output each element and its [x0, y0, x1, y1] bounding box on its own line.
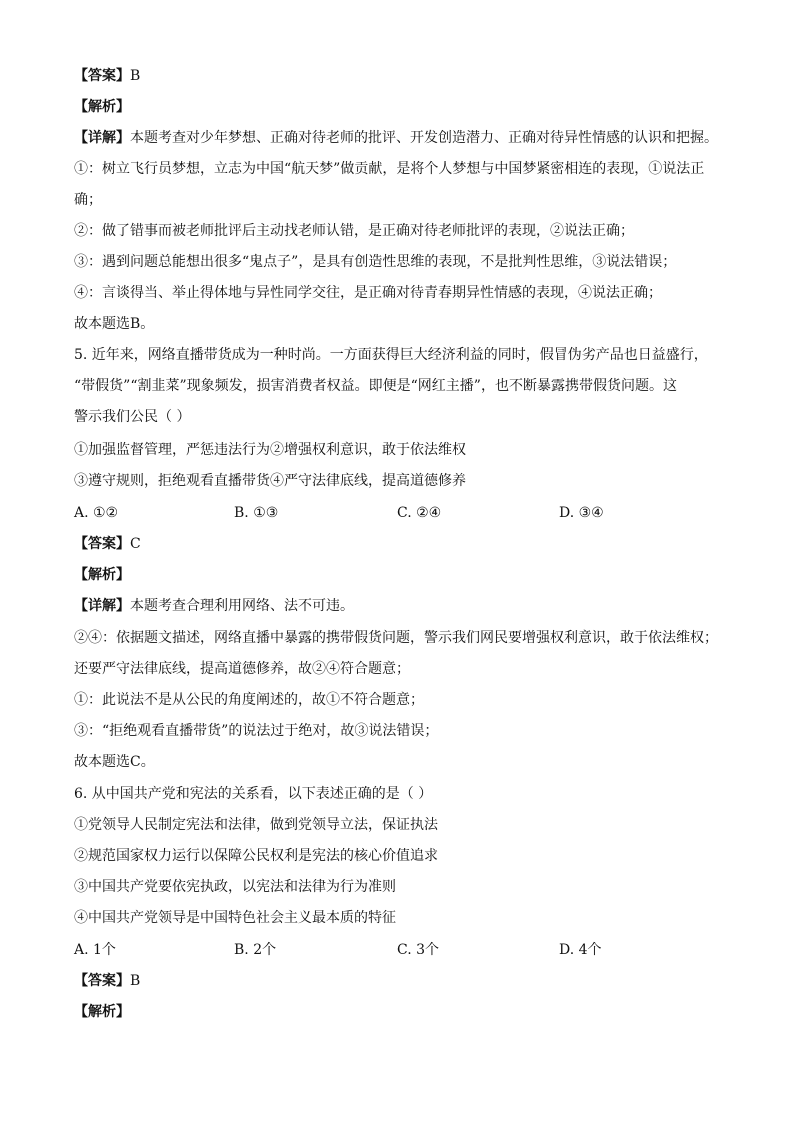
q5-analysis-heading: [74, 565, 734, 585]
q4-analysis-heading: [74, 97, 734, 117]
q6-item: ①党领导人民制定宪法和法律，做到党领导立法，保证执法: [74, 817, 438, 833]
q6-analysis-heading: [74, 1002, 734, 1022]
q6-item: ②规范国家权力运行以保障公民权利是宪法的核心价值追求: [74, 848, 438, 864]
answer-value: B: [130, 68, 141, 84]
q4-line: ④：言谈得当、举止得体地与异性同学交往，是正确对待青春期异性情感的表现，④说法正确；: [74, 285, 662, 301]
answer-value: B: [130, 973, 141, 989]
q5-line: ②④：依据题文描述，网络直播中暴露的携带假货问题，警示我们网民要增强权利意识，敢于依法维权；: [74, 630, 718, 646]
q5-stem: 5. 近年来，网络直播带货成为一种时尚。一方面获得巨大经济利益的同时，假冒伪劣产品也日益盛行，: [74, 347, 708, 363]
q5-line: 故本题选C。: [74, 754, 155, 770]
q6-item: ④中国共产党领导是中国特色社会主义最本质的特征: [74, 910, 396, 926]
detail-text: 本题考查合理利用网络、法不可违。: [130, 598, 354, 614]
q5-option-c: C. ②④: [397, 505, 442, 521]
q5-line: ③：“拒绝观看直播带货”的说法过于绝对，故③说法错误；: [74, 723, 439, 739]
answer-tag: 【答案】: [74, 68, 130, 84]
q6-stem: 6. 从中国共产党和宪法的关系看，以下表述正确的是（ ）: [74, 786, 433, 802]
q5-detail: [74, 596, 734, 616]
q6-item: ③中国共产党要依宪执政，以宪法和法律为行为准则: [74, 879, 396, 895]
q5-option-a: A. ①②: [74, 505, 119, 521]
analysis-tag: 【解析】: [74, 567, 130, 583]
q4-answer: [74, 66, 734, 86]
q4-detail: [74, 128, 734, 148]
answer-value: C: [130, 536, 141, 552]
answer-tag: 【答案】: [74, 973, 130, 989]
q5-option-b: B. ①③: [234, 505, 279, 521]
q5-item: ①加强监督管理，严惩违法行为②增强权利意识，敢于依法维权: [74, 442, 466, 458]
q5-answer: [74, 534, 734, 554]
q4-line: ②：做了错事而被老师批评后主动找老师认错，是正确对待老师批评的表现，②说法正确；: [74, 223, 634, 239]
q5-line: ①：此说法不是从公民的角度阐述的，故①不符合题意；: [74, 692, 424, 708]
q5-line: 还要严守法律底线，提高道德修养，故②④符合题意；: [74, 661, 410, 677]
q5-stem: “带假货”“割韭菜”现象频发，损害消费者权益。即便是“网红主播”，也不断暴露携带假货问题。这: [74, 378, 677, 394]
q5-stem: 警示我们公民（ ）: [74, 409, 191, 425]
q6-option-d: D. 4个: [559, 942, 602, 958]
detail-tag: 【详解】: [74, 598, 130, 614]
q4-line: ③：遇到问题总能想出很多“鬼点子”，是具有创造性思维的表现，不是批判性思维，③说法错误；: [74, 254, 677, 270]
q6-option-b: B. 2个: [234, 942, 277, 958]
detail-text: 本题考查对少年梦想、正确对待老师的批评、开发创造潜力、正确对待异性情感的认识和把握。: [130, 130, 718, 146]
q4-line: 故本题选B。: [74, 316, 155, 332]
analysis-tag: 【解析】: [74, 99, 130, 115]
q4-line: 确；: [74, 192, 102, 208]
detail-tag: 【详解】: [74, 130, 130, 146]
q6-option-c: C. 3个: [397, 942, 440, 958]
q6-answer: [74, 971, 734, 991]
q4-line: ①：树立飞行员梦想，立志为中国“航天梦”做贡献，是将个人梦想与中国梦紧密相连的表现，①说法正: [74, 161, 705, 177]
q5-option-d: D. ③④: [559, 505, 604, 521]
q5-item: ③遵守规则，拒绝观看直播带货④严守法律底线，提高道德修养: [74, 473, 466, 489]
answer-tag: 【答案】: [74, 536, 130, 552]
analysis-tag: 【解析】: [74, 1004, 130, 1020]
q6-option-a: A. 1个: [74, 942, 116, 958]
